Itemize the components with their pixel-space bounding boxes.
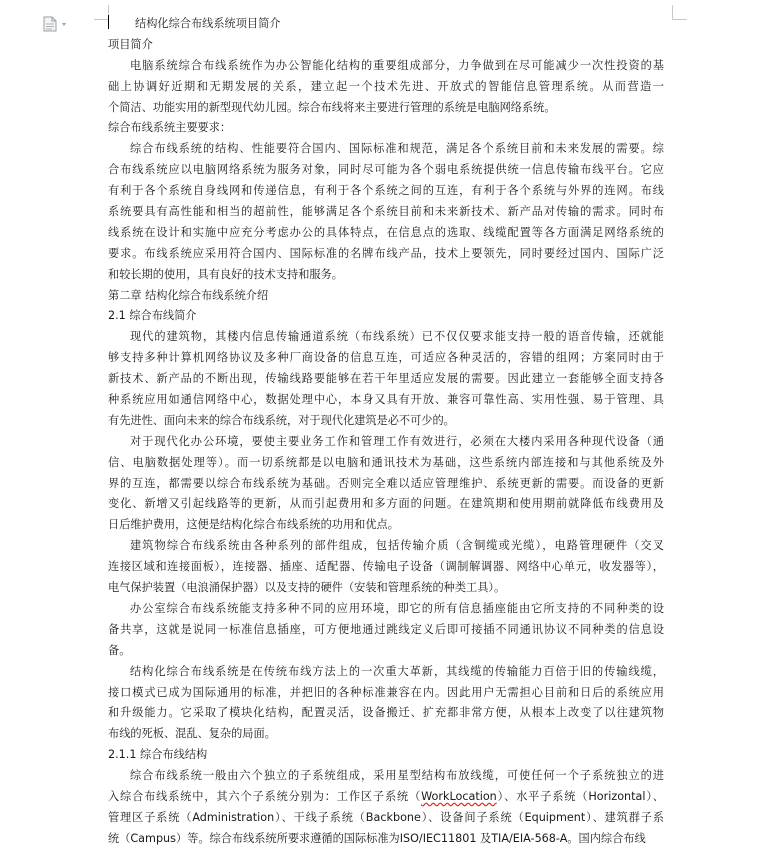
text-line: 综合布线系统主要要求： xyxy=(108,121,232,135)
document-title-line xyxy=(108,14,664,35)
text-line: 布线的死板、混乱、复杂的局面。 xyxy=(108,727,276,741)
text-line: 有利于各个系统自身线网和传递信息，有利于各个系统之间的互连，有利于各个系统与外界的连网。布线 xyxy=(108,184,664,198)
margin-corner-mark-left xyxy=(94,5,109,20)
paragraph-list xyxy=(108,35,664,850)
text-line: 和较长期的使用，具有良好的技术支持和服务。 xyxy=(108,267,343,281)
body-paragraph xyxy=(108,766,664,850)
text-line: 础上协调好近期和无期发展的关系，建立起一个技术先进、开放式的智能信息管理系统。从而营造一 xyxy=(108,79,664,93)
text-line: 管理区子系统（Administration）、干线子系统（Backbone）、设备间子系统（Equipment）、建筑群子系 xyxy=(108,810,664,824)
section-heading xyxy=(108,306,664,327)
section-heading xyxy=(108,745,664,766)
text-line: 综合布线系统一般由六个独立的子系统组成，采用星型结构布放线缆，可使任何一个子系统独立的进 xyxy=(130,769,664,783)
spellcheck-flagged-word[interactable]: WorkLocation xyxy=(421,789,497,803)
text-line: 2.1 综合布线简介 xyxy=(108,309,197,323)
text-line: 接口模式已成为国际通用的标准，并把旧的各种标准兼容在内。因此用户无需担心目前和日后的系统应用 xyxy=(108,685,664,699)
section-heading xyxy=(108,35,664,56)
text-line: 系统要具有高性能和相当的超前性，能够满足各个系统目前和未来新技术、新产品对传输的需求。同时布 xyxy=(108,205,664,219)
body-paragraph xyxy=(108,327,664,431)
margin-corner-mark-right xyxy=(672,5,687,20)
text-line: 合布线系统应以电脑网络系统为服务对象，同时尽可能为各个弱电系统提供统一信息传输布线平台。它应 xyxy=(108,163,664,177)
text-line: 种系统应用如通信网络中心，数据处理中心，本身又具有开放、兼容可靠性高、实用性强、易于管理、具 xyxy=(108,393,664,407)
text-line: 日后维护费用，这便是结构化综合布线系统的功用和优点。 xyxy=(108,518,399,532)
text-line: 综合布线系统的结构、性能要符合国内、国际标准和规范，满足各个系统目前和未来发展的需要。综 xyxy=(130,142,664,156)
body-paragraph xyxy=(108,139,664,285)
text-line: 统（Campus）等。综合布线系统所要求遵循的国际标准为ISO/IEC11801 及TIA/EIA-568-A。国内综合布线 xyxy=(108,831,646,845)
section-heading xyxy=(108,118,664,139)
body-paragraph xyxy=(108,599,664,662)
text-line: 备共享，这就是说同一标准信息插座，可方便地通过跳线定义后即可接插不同通讯协议不同种类的信息设 xyxy=(108,622,664,636)
text-line: 和升级能力。它采取了模块化结构，配置灵活，设备搬迁、扩充都非常方便，从根本上改变了以往建筑物 xyxy=(108,706,664,720)
text-line: 要求。布线系统应采用符合国内、国际标准的名牌布线产品，技术上要领先，同时要经过国内、国际广泛 xyxy=(108,246,664,260)
text-line: 个简洁、功能实用的新型现代幼儿园。综合布线将来主要进行管理的系统是电脑网络系统。 xyxy=(108,100,556,114)
document-icon[interactable] xyxy=(42,16,70,32)
section-heading xyxy=(108,286,664,307)
text-line: 电气保护装置（电浪涌保护器）以及支持的硬件（安装和管理系统的种类工具）。 xyxy=(108,581,506,595)
text-line: 现代的建筑物，其楼内信息传输通道系统（布线系统）已不仅仅要求能支持一般的语音传输，还就能 xyxy=(130,330,664,344)
text-line: 界的互连，都需要以综合布线系统为基础。否则完全难以适应管理维护、系统更新的需要。而设备的更新 xyxy=(108,476,664,490)
body-paragraph xyxy=(108,432,664,536)
text-line: 电脑系统综合布线系统作为办公智能化结构的重要组成部分，力争做到在尽可能减少一次性投资的基 xyxy=(130,58,664,72)
text-line: 对于现代化办公环境，要使主要业务工作和管理工作有效进行，必须在大楼内采用各种现代设备（通 xyxy=(130,434,664,448)
body-paragraph xyxy=(108,536,664,599)
body-paragraph xyxy=(108,662,664,746)
document-title: 结构化综合布线系统项目简介 xyxy=(135,17,281,30)
text-line: 信、电脑数据处理等）。而一切系统都是以电脑和通讯技术为基础，这些系统内部连接和与其他系统及外 xyxy=(108,455,664,469)
text-line: 项目简介 xyxy=(108,37,153,51)
text-line: 第二章 结构化综合布线系统介绍 xyxy=(108,288,269,302)
text-line: 结构化综合布线系统是在传统布线方法上的一次重大革新，其线缆的传输能力百倍于旧的传输线缆， xyxy=(130,664,664,678)
document-body[interactable] xyxy=(108,14,664,850)
text-line: 2.1.1 综合布线结构 xyxy=(108,748,208,762)
body-paragraph xyxy=(108,56,664,119)
text-line: 连接区域和连接面板），连接器、插座、适配器、传输电子设备（调制解调器、网络中心单元，收发器等）， xyxy=(108,560,664,574)
text-line: 有先进性、面向未来的综合布线系统，对于现代化建筑是必不可少的。 xyxy=(108,413,455,427)
text-cursor xyxy=(108,15,109,29)
text-line: 建筑物综合布线系统由各种系列的部件组成，包括传输介质（含铜缆或光缆），电路管理硬件（交叉 xyxy=(130,539,664,553)
text-line: 备。 xyxy=(108,643,131,657)
text-line: 新技术、新产品的不断出现，传输线路要能够在若干年里适应发展的需要。因此建立一套能够全面支持各 xyxy=(108,372,664,386)
text-line: 变化、新增又引起线路等的更新，从而引起费用和多方面的问题。在建筑期和使用期前就降低布线费用及 xyxy=(108,497,664,511)
text-line: 够支持多种计算机网络协议及多种厂商设备的信息互连，可适应各种灵活的，容错的组网；方案同时由于 xyxy=(108,351,664,365)
text-line: 入综合布线系统中，其六个子系统分别为：工作区子系统（WorkLocation）、水平子系统（Horizontal）、 xyxy=(108,789,664,803)
text-line: 线系统在设计和实施中应充分考虑办公的具体特点，在信息点的选取、线缆配置等各方面满足网络系统的 xyxy=(108,225,664,239)
text-line: 办公室综合布线系统能支持多种不同的应用环境，即它的所有信息插座能由它所支持的不同种类的设 xyxy=(130,601,664,615)
